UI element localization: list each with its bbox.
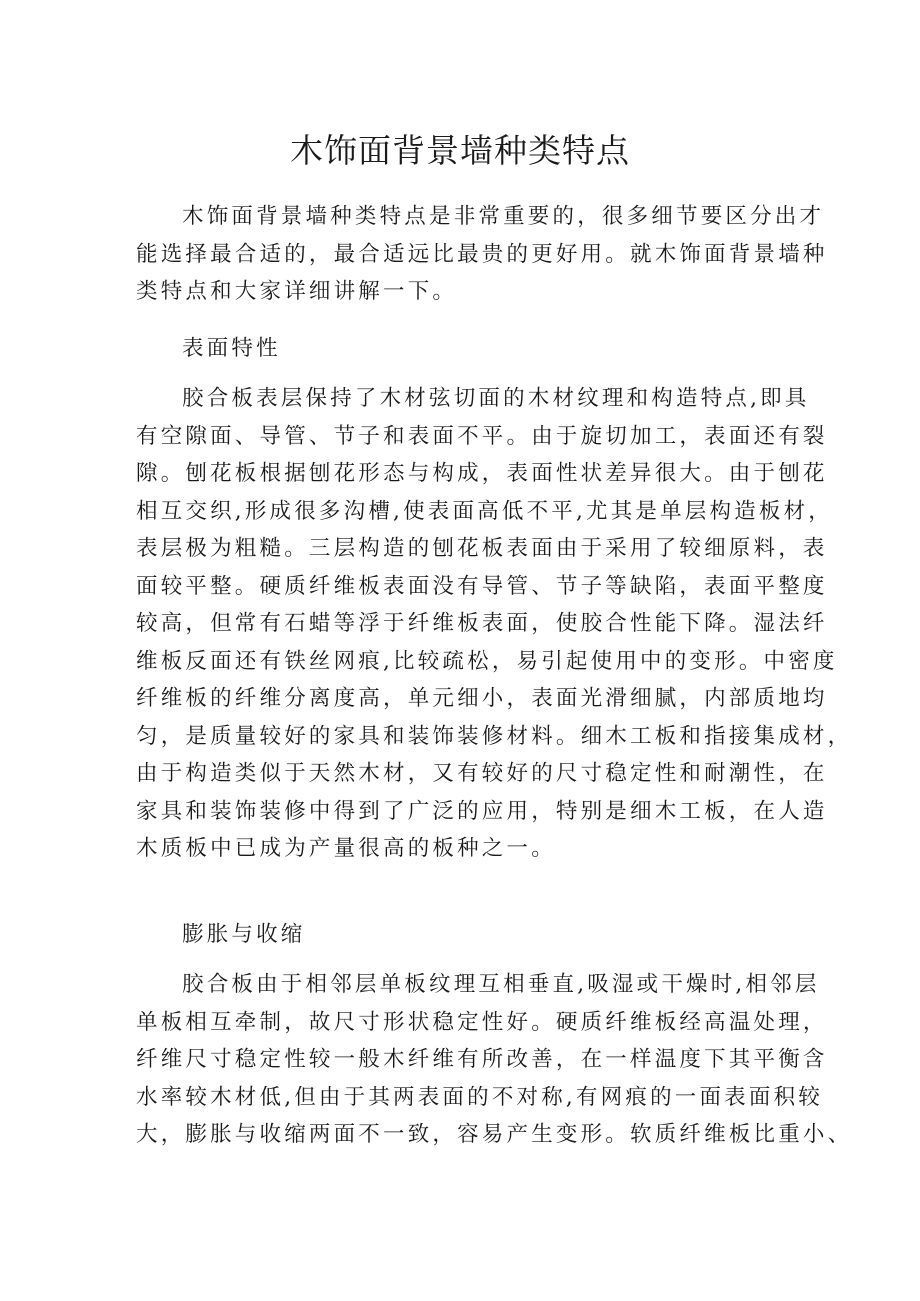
paragraph-line: 隙。刨花板根据刨花形态与构成，表面性状差异很大。由于刨花 bbox=[136, 461, 828, 486]
expansion-paragraph bbox=[136, 966, 853, 1154]
surface-paragraph bbox=[136, 380, 853, 868]
document-title: 木饰面背景墙种类特点 bbox=[290, 131, 630, 170]
paragraph-line: 木饰面背景墙种类特点是非常重要的，很多细节要区分出才 bbox=[182, 204, 825, 229]
paragraph-line: 匀，是质量较好的家具和装饰装修材料。细木工板和指接集成材， bbox=[136, 723, 853, 749]
paragraph-line: 水率较木材低,但由于其两表面的不对称,有网痕的一面表面积较 bbox=[136, 1084, 823, 1110]
section-heading-surface: 表面特性 bbox=[182, 336, 281, 361]
paragraph-line: 类特点和大家详细讲解一下。 bbox=[136, 279, 458, 304]
paragraph-line: 单板相互牵制，故尺寸形状稳定性好。硬质纤维板经高温处理， bbox=[136, 1009, 828, 1035]
paragraph-line: 家具和装饰装修中得到了广泛的应用，特别是细木工板，在人造 bbox=[136, 798, 828, 824]
paragraph-line: 较高，但常有石蜡等浮于纤维板表面，使胶合性能下降。湿法纤 bbox=[136, 611, 828, 636]
paragraph-line: 面较平整。硬质纤维板表面没有导管、节子等缺陷，表面平整度 bbox=[136, 573, 828, 599]
paragraph-line: 能选择最合适的，最合适远比最贵的更好用。就木饰面背景墙种 bbox=[136, 241, 828, 267]
intro-paragraph bbox=[136, 198, 828, 311]
paragraph-line: 表层极为粗糙。三层构造的刨花板表面由于采用了较细原料，表 bbox=[136, 536, 828, 561]
paragraph-line: 胶合板由于相邻层单板纹理互相垂直,吸湿或干燥时,相邻层 bbox=[182, 972, 820, 997]
paragraph-line: 纤维尺寸稳定性较一般木纤维有所改善，在一样温度下其平衡含 bbox=[136, 1047, 828, 1072]
paragraph-line: 大，膨胀与收缩两面不一致，容易产生变形。软质纤维板比重小、 bbox=[136, 1122, 853, 1147]
paragraph-line: 相互交织,形成很多沟槽,使表面高低不平,尤其是单层构造板材， bbox=[136, 498, 834, 524]
paragraph-line: 纤维板的纤维分离度高，单元细小，表面光滑细腻，内部质地均 bbox=[136, 686, 828, 711]
paragraph-line: 由于构造类似于天然木材，又有较好的尺寸稳定性和耐潮性，在 bbox=[136, 761, 828, 786]
section-heading-expansion: 膨胀与收缩 bbox=[182, 922, 306, 947]
paragraph-line: 木质板中已成为产量很高的板种之一。 bbox=[136, 836, 556, 861]
paragraph-line: 胶合板表层保持了木材弦切面的木材纹理和构造特点,即具 bbox=[182, 386, 810, 411]
paragraph-line: 维板反面还有铁丝网痕,比较疏松，易引起使用中的变形。中密度 bbox=[136, 648, 838, 674]
paragraph-line: 有空隙面、导管、节子和表面不平。由于旋切加工，表面还有裂 bbox=[136, 423, 828, 449]
